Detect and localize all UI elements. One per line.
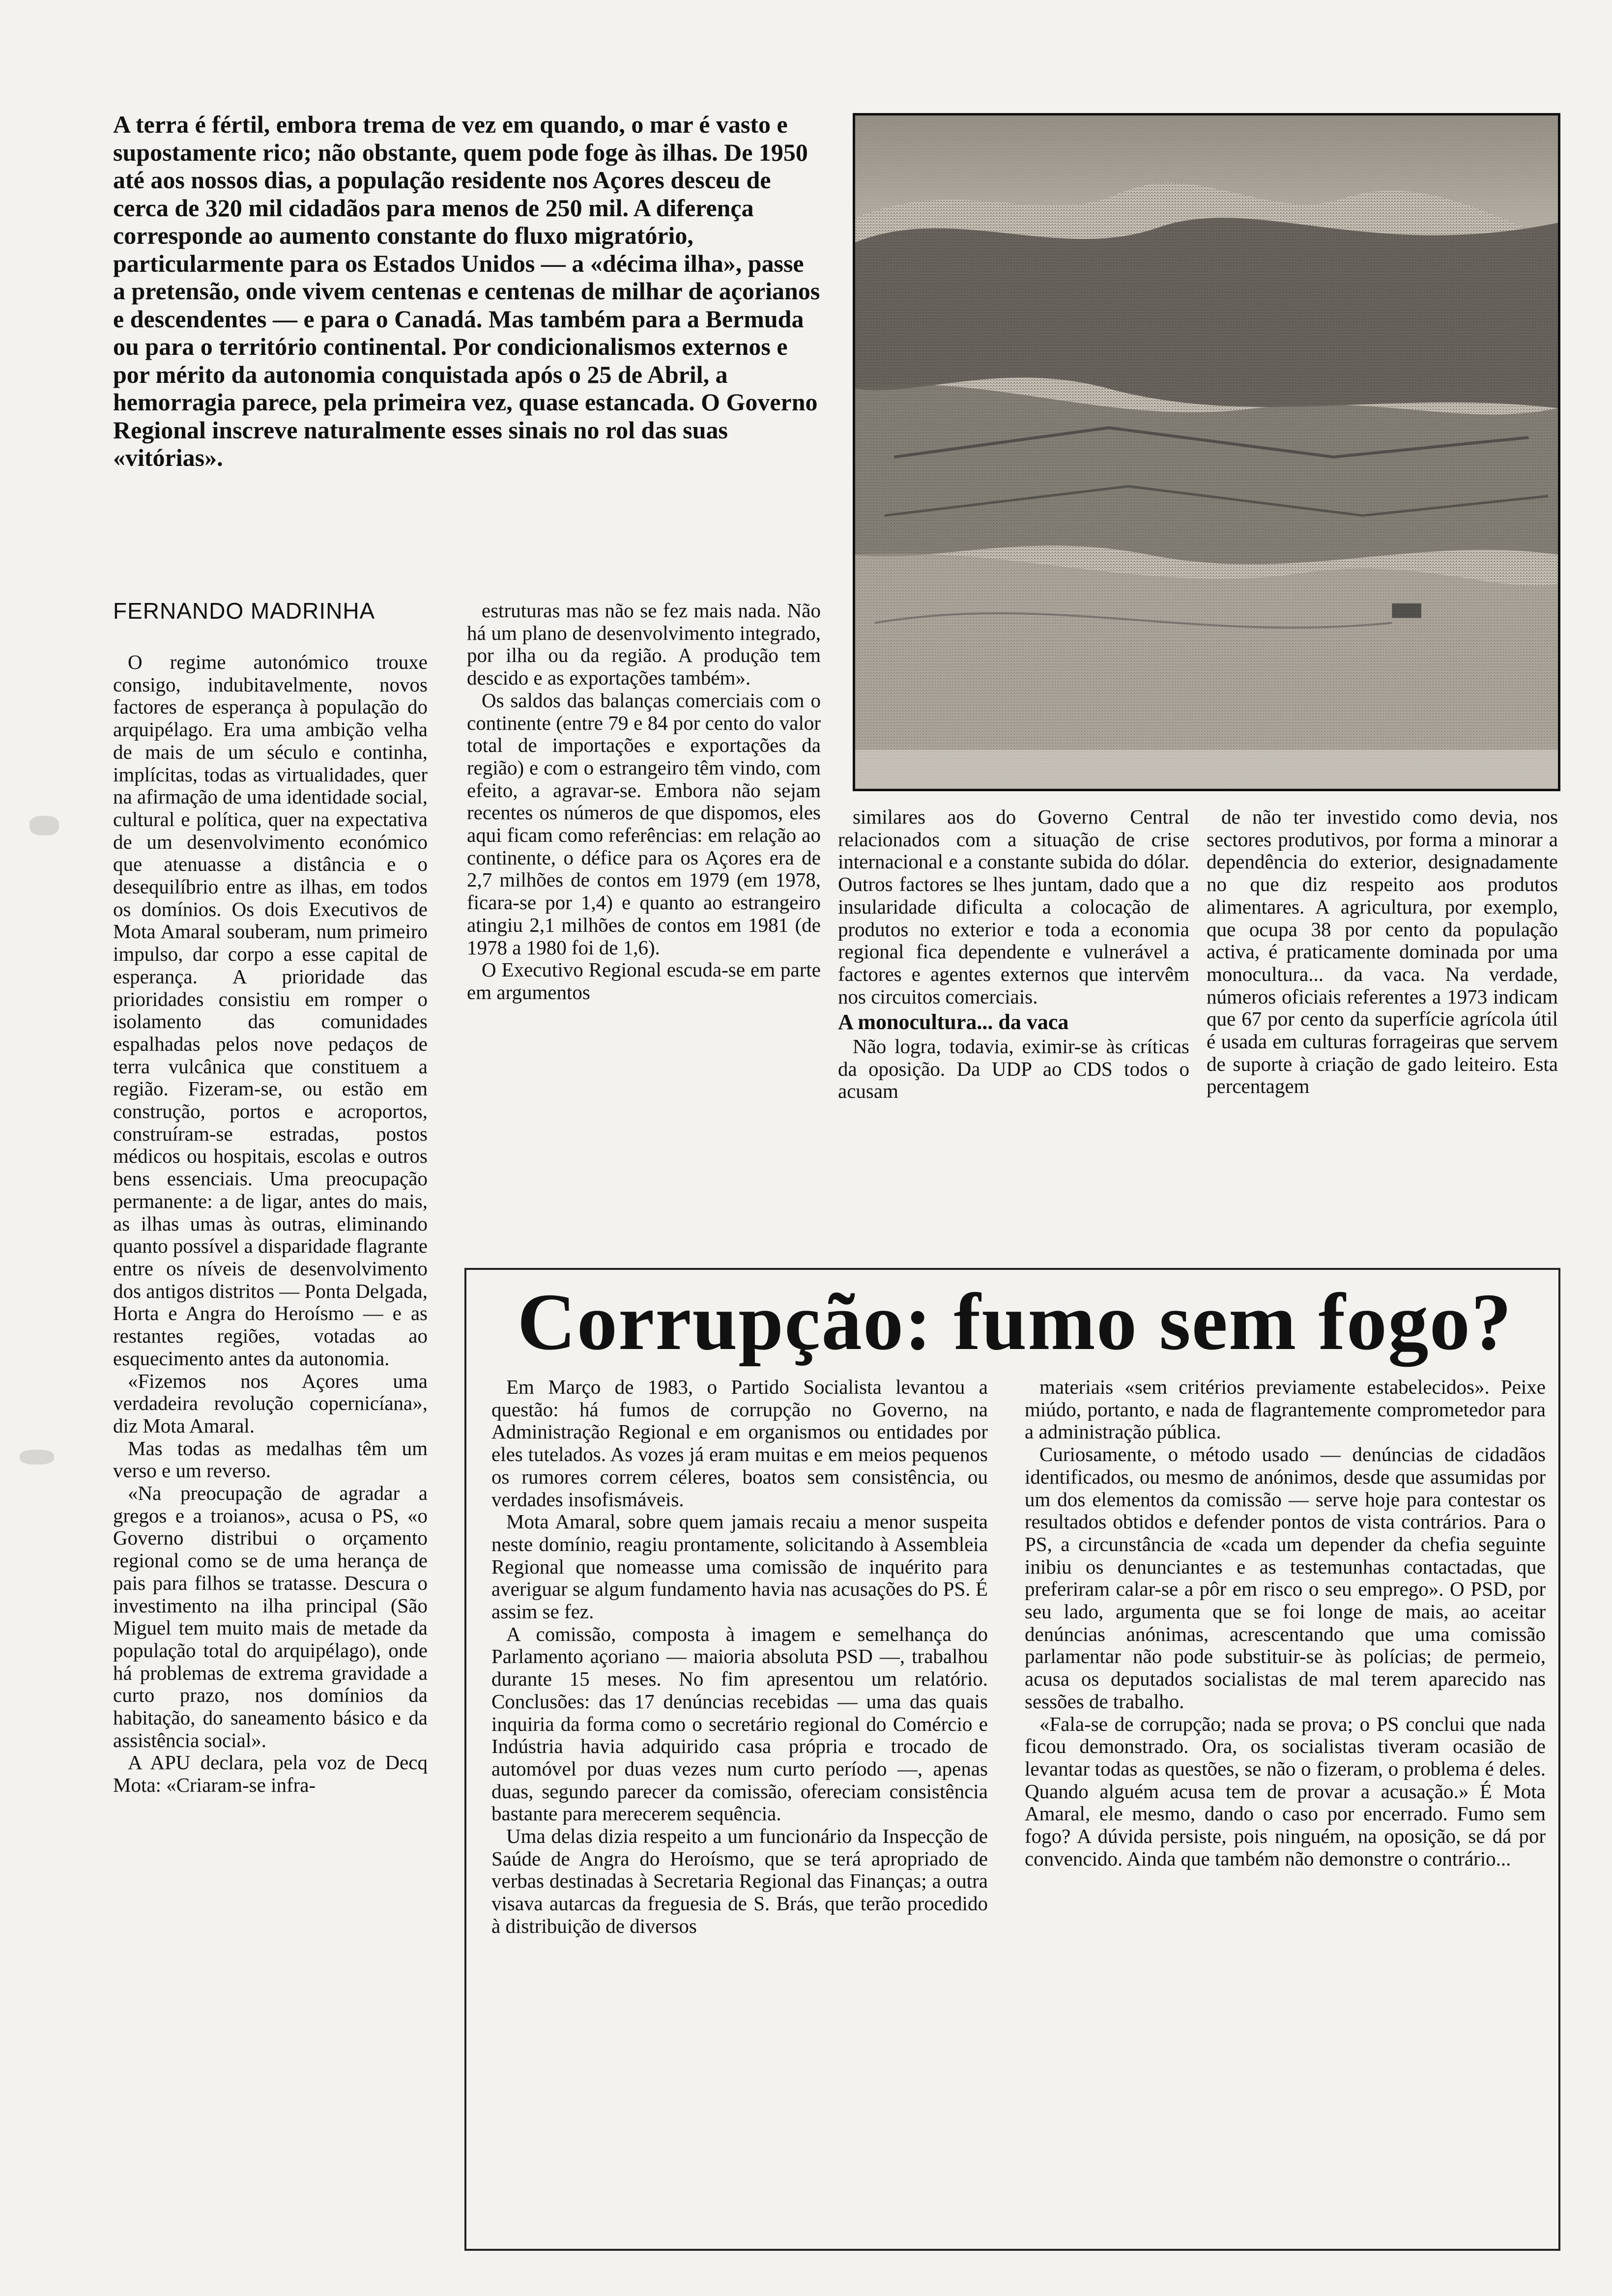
paragraph: de não ter investido como devia, nos sectores produtivos, por forma a minorar a dependência do exterior, designadamente no que diz respeito aos produtos alimentares. A agricultura, por exemplo, que ocupa 38 por cento da população activa, é praticamente dominada por uma monocultura... da vaca. Na verdade, números oficiais referentes a 1973 indicam que 67 por cento da superfície agrícola útil é usada em culturas forrageiras que servem de suporte à criação de gado leiteiro. Esta percentagem — [1207, 805, 1558, 1098]
paragraph: «Fala-se de corrupção; nada se prova; o PS conclui que nada ficou demonstrado. Ora, os socialistas tiveram ocasião de levantar todas as questões, se não o fizeram, o problema é deles. Quando alguém acusa tem de provar a acusação.» É Mota Amaral, ele mesmo, dando o caso por encerrado. Fumo sem fogo? A dúvida persiste, pois ninguém, na oposição, se dá por convencido. Ainda que também não demonstre o contrário... — [1025, 1712, 1546, 1870]
paragraph: Não logra, todavia, eximir-se às críticas da oposição. Da UDP ao CDS todos o acusam — [838, 1035, 1189, 1103]
paragraph: «Na preocupação de agradar a gregos e a troianos», acusa o PS, «o Governo distribui o orçamento regional como se de uma herança de pais para filhos se tratasse. Descura o investimento na ilha principal (São Miguel tem muito mais de metade da população total do arquipélago), onde há problemas de extrema gravidade a curto prazo, nos domínios da habitação, do saneamento básico e da assistência social». — [113, 1482, 428, 1751]
article-column-1 — [113, 651, 428, 1797]
photo-graphic — [855, 115, 1558, 789]
paragraph: Curiosamente, o método usado — denúncias de cidadãos identificados, ou mesmo de anónimos, desde que assumidas por um dos elementos da comissão — serve hoje para contestar os resultados obtidos e defender pontos de vista contrários. Para o PS, a circunstância de «cada um depender da chefia seguinte inibiu os denunciantes e as testemunhas contactadas, que preferiram calar-se a pôr em risco o seu emprego». O PSD, por seu lado, argumenta que se foi longe de mais, ao aceitar denúncias anónimas, acrescentando que uma comissão parlamentar não pode substituir-se às polícias; de permeio, acusa os deputados socialistas de mal terem aparecido nas sessões de trabalho. — [1025, 1443, 1546, 1713]
paragraph: materiais «sem critérios previamente estabelecidos». Peixe miúdo, portanto, e nada de flagrantemente comprometedor para a administração pública. — [1025, 1376, 1546, 1443]
paragraph: «Fizemos nos Açores uma verdadeira revolução copernicíana», diz Mota Amaral. — [113, 1369, 428, 1437]
paragraph: O regime autonómico trouxe consigo, indubitavelmente, novos factores de esperança à população do arquipélago. Era uma ambição velha de mais de um século e continha, implícitas, todas as virtualidades, quer na afirmação de uma identidade social, cultural e política, quer na expectativa de um desenvolvimento económico que atenuasse a distância e o desequilíbrio entre as ilhas, em todos os domínios. Os dois Executivos de Mota Amaral souberam, num primeiro impulso, dar corpo a esse capital de esperança. A prioridade das prioridades consistiu em romper o isolamento das comunidades espalhadas pelos nove pedaços de terra vulcânica que constituem a região. Fizeram-se, ou estão em construção, portos e acroportos, construíram-se estradas, postos médicos ou hospitais, escolas e outros bens essenciais. Uma preocupação permanente: a de ligar, antes do mais, as ilhas umas às outras, eliminando quanto possível a disparidade flagrante entre os níveis de desenvolvimento dos antigos distritos — Ponta Delgada, Horta e Angra do Heroísmo — e as restantes regiões, votadas ao esquecimento antes da autonomia. — [113, 651, 428, 1370]
byline: FERNANDO MADRINHA — [113, 598, 375, 624]
paragraph: Uma delas dizia respeito a um funcionário da Inspecção de Saúde de Angra do Heroísmo, que se terá apropriado de verbas destinadas à Secretaria Regional das Finanças; a outra visava autarcas da freguesia de S. Brás, que terão procedido à distribuição de diversos — [491, 1825, 988, 1937]
box-column-1 — [491, 1376, 988, 1938]
paragraph: similares aos do Governo Central relacionados com a situação de crise internacional e a constante subida do dólar. Outros factores se lhes juntam, dado que a insularidade dificulta a colocação de produtos no exterior e toda a economia regional fica dependente e vulnerável a factores e agentes externos que intervêm nos circuitos comerciais. — [838, 805, 1189, 1008]
paragraph: estruturas mas não se fez mais nada. Não há um plano de desenvolvimento integrado, por ilha ou da região. A produção tem descido e as exportações também». — [467, 599, 821, 689]
print-smudge — [20, 1450, 54, 1464]
subheading: A monocultura... da vaca — [838, 1010, 1069, 1034]
print-smudge — [29, 816, 59, 835]
paragraph: A comissão, composta à imagem e semelhança do Parlamento açoriano — maioria absoluta PSD —, trabalhou durante 15 meses. No fim apresentou um relatório. Conclusões: das 17 denúncias recebidas — uma das quais inquiria da forma como o secretário regional do Comércio e Indústria havia adquirido casa própria e trocado de automóvel por duas vezes num curto período —, apenas duas, segundo parecer da comissão, ofereciam consistência bastante para merecerem sequência. — [491, 1622, 988, 1825]
paragraph: Em Março de 1983, o Partido Socialista levantou a questão: há fumos de corrupção no Governo, na Administração Regional e em organismos ou entidades por eles tutelados. As vozes já eram muitas e em meios pequenos os rumores correm céleres, boatos sem consistência, ou verdades insofismáveis. — [491, 1376, 988, 1511]
landscape-photo — [853, 113, 1560, 791]
lead-paragraph: A terra é fértil, embora trema de vez em quando, o mar é vasto e supostamente rico; não obstante, quem pode foge às ilhas. De 1950 até aos nossos dias, a população residente nos Açores desceu de cerca de 320 mil cidadãos para menos de 250 mil. A diferença corresponde ao aumento constante do fluxo migratório, particularmente para os Estados Unidos — a «décima ilha», passe a pretensão, onde vivem centenas e centenas de milhar de açorianos e descendentes — e para o Canadá. Mas também para a Bermuda ou para o território continental. Por condicionalismos externos e por mérito da autonomia conquistada após o 25 de Abril, a hemorragia parece, pela primeira vez, quase estancada. O Governo Regional inscreve naturalmente esses sinais no rol das suas «vitórias». — [113, 111, 820, 471]
paragraph: Os saldos das balanças comerciais com o continente (entre 79 e 84 por cento do valor total de importações e exportações da região) e com o estrangeiro têm vindo, com efeito, a agravar-se. Embora não sejam recentes os números de que dispomos, eles aqui ficam como referências: em relação ao continente, o défice para os Açores era de 2,7 milhões de contos em 1979 (em 1978, ficara-se por 1,4) e quanto ao estrangeiro atingiu 2,1 milhões de contos em 1981 (de 1978 a 1980 foi de 1,6). — [467, 689, 821, 959]
paragraph: Mota Amaral, sobre quem jamais recaiu a menor suspeita neste domínio, reagiu prontamente, solicitando à Assembleia Regional que nomeasse uma comissão de inquérito para averiguar se algum fundamento havia nas acusações do PS. É assim se fez. — [491, 1510, 988, 1623]
box-headline: Corrupção: fumo sem fogo? — [517, 1277, 1513, 1367]
box-column-2 — [1025, 1376, 1546, 1870]
paragraph: Mas todas as medalhas têm um verso e um reverso. — [113, 1436, 428, 1482]
paragraph: A APU declara, pela voz de Decq Mota: «Criaram-se infra- — [113, 1751, 428, 1797]
article-column-2 — [467, 600, 821, 1004]
article-column-3 — [838, 806, 1189, 1103]
article-column-4 — [1207, 806, 1558, 1098]
paragraph: O Executivo Regional escuda-se em parte em argumentos — [467, 958, 821, 1004]
